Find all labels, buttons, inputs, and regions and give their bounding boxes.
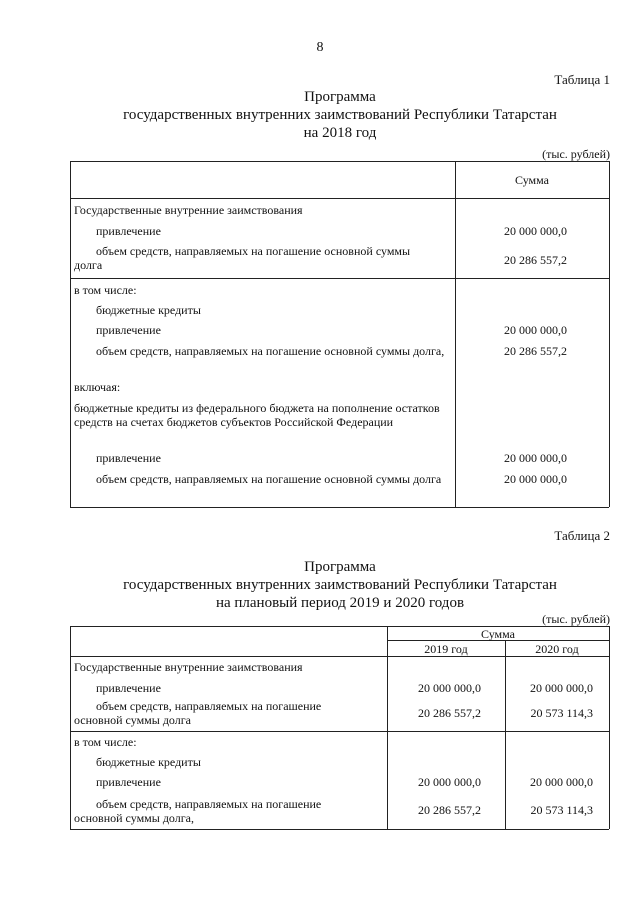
table2-row-label: Государственные внутренние заимствования: [74, 660, 303, 674]
table2-row-label: привлечение: [96, 775, 161, 789]
table1-row-label: привлечение: [96, 323, 161, 337]
table2-border-bottom: [70, 829, 609, 830]
table2-row-value-2019: 20 286 557,2: [418, 803, 481, 817]
page-number: 8: [316, 40, 324, 55]
table2-border-left: [70, 626, 71, 829]
table1-row-value: 20 000 000,0: [504, 472, 567, 486]
table2-row-label-text: объем средств, направляемых на погашение основной суммы долга: [74, 699, 322, 727]
table2-title-line1: Программа: [304, 559, 376, 575]
table2-label: Таблица 2: [554, 528, 610, 543]
table1-row-label: включая:: [74, 380, 121, 394]
table1-row-value: 20 000 000,0: [504, 224, 567, 238]
table1-row-label: привлечение: [96, 224, 161, 238]
table2-header-2019: 2019 год: [424, 642, 468, 656]
table1-row-label-text: объем средств, направляемых на погашение основной суммы долга: [96, 472, 442, 486]
table2-row-value-2020: 20 573 114,3: [530, 803, 593, 817]
table1-border-left: [70, 161, 71, 507]
table1-label: Таблица 1: [554, 72, 610, 87]
table1-row-label: Государственные внутренние заимствования: [74, 203, 303, 217]
table1-row-divider: [70, 278, 609, 279]
table1-border-top: [70, 161, 609, 162]
table2-row-value-2020: 20 000 000,0: [530, 775, 593, 789]
table1-row-label: в том числе:: [74, 283, 137, 297]
table1-header-divider: [70, 198, 609, 199]
table1-title-line1: Программа: [304, 89, 376, 105]
table1-row-value: 20 286 557,2: [504, 344, 567, 358]
table2-row-label: привлечение: [96, 681, 161, 695]
table2-year-divider: [505, 640, 506, 829]
table2-unit: (тыс. рублей): [542, 612, 610, 626]
table2-row-label: [74, 699, 364, 727]
table1-row-label: бюджетные кредиты из федерального бюджета на пополнение остатков средств на счетах бюджетов субъектов Российской Федерации: [74, 401, 440, 429]
table1-title: [40, 88, 640, 142]
table1-row-label-text: объем средств, направляемых на погашение основной суммы долга: [74, 244, 411, 272]
table1-row-value: 20 000 000,0: [504, 451, 567, 465]
table1-row-label: [74, 344, 452, 358]
table2-row-value-2019: 20 286 557,2: [418, 706, 481, 720]
table1-border-bottom: [70, 507, 609, 508]
table1-row-label: бюджетные кредиты: [96, 303, 201, 317]
table1-row-label-text: объем средств, направляемых на погашение основной суммы долга,: [96, 344, 445, 358]
table2-header-2020: 2020 год: [535, 642, 579, 656]
table2-row-value-2020: 20 573 114,3: [530, 706, 593, 720]
table1-header-sum: Сумма: [515, 173, 549, 187]
table2-row-divider: [70, 731, 609, 732]
table2-row-value-2019: 20 000 000,0: [418, 775, 481, 789]
table2-row-value-2019: 20 000 000,0: [418, 681, 481, 695]
table1-title-line3: на 2018 год: [303, 125, 377, 141]
table2-title-line3: на плановый период 2019 и 2020 годов: [215, 595, 465, 611]
table1-border-right: [609, 161, 610, 507]
table2-row-label: [74, 797, 364, 825]
table2-border-right: [609, 626, 610, 829]
table2-row-label: бюджетные кредиты: [96, 755, 201, 769]
table1-row-value: 20 000 000,0: [504, 323, 567, 337]
table2-row-label-text: объем средств, направляемых на погашение основной суммы долга,: [74, 797, 322, 825]
table1-unit: (тыс. рублей): [542, 147, 610, 161]
table2-header-sum: Сумма: [481, 627, 515, 641]
table1-title-line2: государственных внутренних заимствований Республики Татарстан: [123, 107, 557, 123]
table2-title-line2: государственных внутренних заимствований Республики Татарстан: [123, 577, 557, 593]
table1-row-value: 20 286 557,2: [504, 253, 567, 267]
table2-row-label: в том числе:: [74, 735, 137, 749]
table1-row-label: [74, 472, 452, 486]
table1-row-label: [74, 244, 430, 272]
table2-row-value-2020: 20 000 000,0: [530, 681, 593, 695]
table1-row-label: привлечение: [96, 451, 161, 465]
table2-title: [40, 558, 640, 612]
